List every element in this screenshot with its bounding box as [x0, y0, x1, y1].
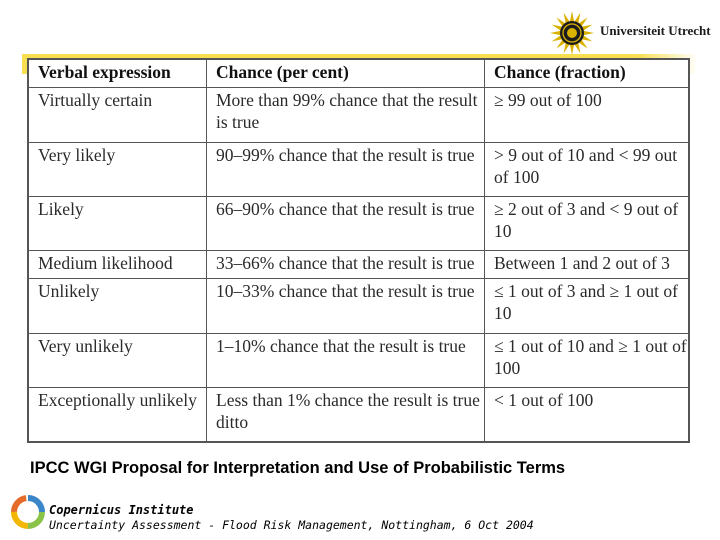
chance-percent-cell: 66–90% chance that the result is true: [207, 196, 485, 250]
table-row: [29, 142, 689, 196]
chance-fraction-cell: ≤ 1 out of 3 and ≥ 1 out of 10: [485, 279, 689, 333]
footer-subtitle: Uncertainty Assessment - Flood Risk Management, Nottingham, 6 Oct 2004: [49, 518, 534, 532]
chance-fraction-cell: ≥ 99 out of 100: [485, 88, 689, 142]
chance-percent-cell: 1–10% chance that the result is true: [207, 333, 485, 387]
header-verbal-expression: Verbal expression: [29, 60, 207, 88]
verbal-expression-cell: Very unlikely: [29, 333, 207, 387]
verbal-expression-cell: Virtually certain: [29, 88, 207, 142]
table-header-row: [29, 60, 689, 88]
table-row: [29, 196, 689, 250]
table-row: [29, 88, 689, 142]
header-chance-fraction: Chance (fraction): [485, 60, 689, 88]
chance-percent-cell: 33–66% chance that the result is true: [207, 250, 485, 278]
copernicus-logo-icon: [10, 494, 46, 530]
table-row: [29, 279, 689, 333]
chance-percent-cell: 90–99% chance that the result is true: [207, 142, 485, 196]
verbal-expression-cell: Medium likelihood: [29, 250, 207, 278]
table-row: [29, 333, 689, 387]
university-sun-logo-icon: [549, 10, 595, 56]
verbal-expression-cell: Likely: [29, 196, 207, 250]
university-name: Universiteit Utrecht: [600, 23, 711, 38]
chance-fraction-cell: Between 1 and 2 out of 3: [485, 250, 689, 278]
chance-fraction-cell: ≤ 1 out of 10 and ≥ 1 out of 100: [485, 333, 689, 387]
verbal-expression-cell: Exceptionally unlikely: [29, 387, 207, 441]
chance-percent-cell: Less than 1% chance the result is true ditto: [207, 387, 485, 441]
chance-fraction-cell: > 9 out of 10 and < 99 out of 100: [485, 142, 689, 196]
chance-fraction-cell: ≥ 2 out of 3 and < 9 out of 10: [485, 196, 689, 250]
table-row: [29, 387, 689, 441]
verbal-expression-cell: Very likely: [29, 142, 207, 196]
chance-percent-cell: More than 99% chance that the result is true: [207, 88, 485, 142]
probability-terms-table: [27, 58, 690, 443]
institute-name: Copernicus Institute: [49, 503, 194, 517]
slide-caption: IPCC WGI Proposal for Interpretation and Use of Probabilistic Terms: [30, 459, 566, 477]
chance-percent-cell: 10–33% chance that the result is true: [207, 279, 485, 333]
chance-fraction-cell: < 1 out of 100: [485, 387, 689, 441]
header-chance-percent: Chance (per cent): [207, 60, 485, 88]
table-row: [29, 250, 689, 278]
verbal-expression-cell: Unlikely: [29, 279, 207, 333]
